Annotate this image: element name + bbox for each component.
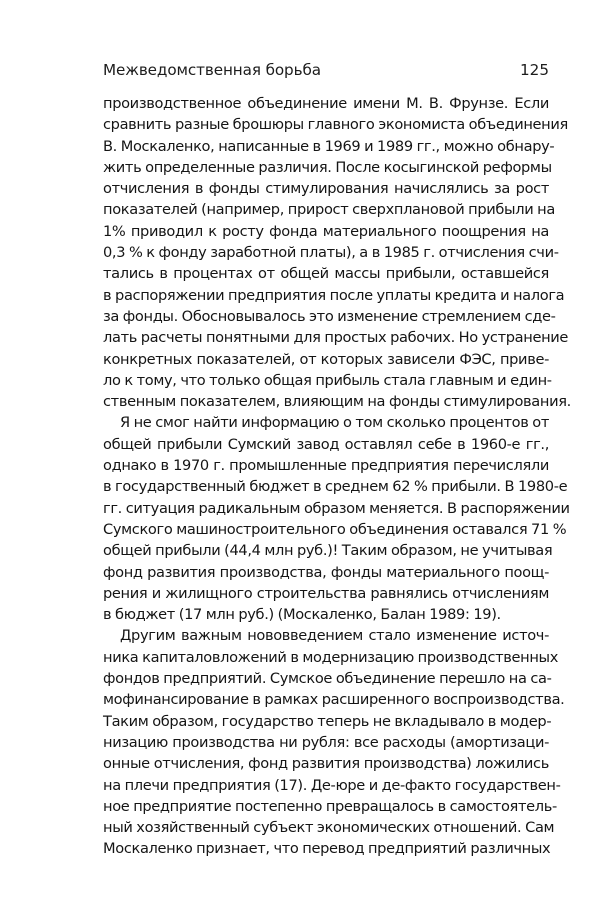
chapter-title: Межведомственная борьба <box>103 61 321 79</box>
text-line: ное предприятие постепенно превращалось в самостоятель- <box>103 797 557 815</box>
text-line: показателей (например, прирост сверхплановой прибыли на <box>103 201 555 219</box>
text-line: 0,3 % к фонду заработной платы), а в 1985 г. отчисления счи- <box>103 244 559 262</box>
text-line: в бюджет (17 млн руб.) (Москаленко, Балан 1989: 19). <box>103 606 501 624</box>
text-line: Москаленко признает, что перевод предприятий различных <box>103 840 551 858</box>
text-line: 1% приводил к росту фонда материального поощрения на <box>103 222 549 240</box>
page-number: 125 <box>520 61 549 79</box>
text-line: фонд развития производства, фонды материального поощ- <box>103 563 549 581</box>
text-line: сравнить разные брошюры главного экономиста объединения <box>103 116 568 134</box>
text-line: однако в 1970 г. промышленные предприятия перечисляли <box>103 457 549 475</box>
text-line: гг. ситуация радикальным образом меняется. В распоряжении <box>103 499 570 517</box>
text-line: в государственный бюджет в среднем 62 % прибыли. В 1980-е <box>103 478 568 496</box>
running-head <box>103 60 549 80</box>
text-line: онные отчисления, фонд развития производства) ложились <box>103 755 549 773</box>
text-line: Таким образом, государство теперь не вкладывало в модер- <box>103 712 552 730</box>
text-line: на плечи предприятия (17). Де-юре и де-факто государствен- <box>103 776 561 794</box>
body-text <box>103 93 571 860</box>
text-line: в распоряжении предприятия после уплаты кредита и налога <box>103 286 565 304</box>
text-line: ный хозяйственный субъект экономических отношений. Сам <box>103 819 555 837</box>
text-line: мофинансирование в рамках расширенного воспроизводства. <box>103 691 565 709</box>
text-line: фондов предприятий. Сумское объединение перешло на са- <box>103 670 552 688</box>
text-line: ло к тому, что только общая прибыль стала главным и един- <box>103 371 552 389</box>
text-line: производственное объединение имени М. В. Фрунзе. Если <box>103 95 549 112</box>
text-line: тались в процентах от общей массы прибыли, оставшейся <box>103 265 549 283</box>
text-line: лать расчеты понятными для простых рабочих. Но устранение <box>103 329 569 347</box>
text-line: Я не смог найти информацию о том сколько процентов от <box>120 414 549 432</box>
text-line: низацию производства ни рубля: все расходы (амортизаци- <box>103 733 549 751</box>
text-line: ственным показателем, влияющим на фонды стимулирования. <box>103 393 571 411</box>
text-line: общей прибыли Сумский завод оставлял себе в 1960-е гг., <box>103 435 549 453</box>
text-line: Другим важным нововведением стало изменение источ- <box>120 627 549 645</box>
text-line: ника капиталовложений в модернизацию производственных <box>103 648 559 666</box>
text-line: отчисления в фонды стимулирования начислялись за рост <box>103 180 549 198</box>
text-line: жить определенные различия. После косыгинской реформы <box>103 158 552 176</box>
text-line: Сумского машиностроительного объединения оставался 71 % <box>103 520 567 538</box>
text-line: конкретных показателей, от которых зависели ФЭС, приве- <box>103 350 549 368</box>
text-line: В. Москаленко, написанные в 1969 и 1989 гг., можно обнару- <box>103 137 555 155</box>
text-line: за фонды. Обосновывалось это изменение стремлением сде- <box>103 307 556 325</box>
text-line: общей прибыли (44,4 млн руб.)! Таким образом, не учитывая <box>103 542 553 560</box>
text-line: рения и жилищного строительства равнялись отчислениям <box>103 584 549 602</box>
